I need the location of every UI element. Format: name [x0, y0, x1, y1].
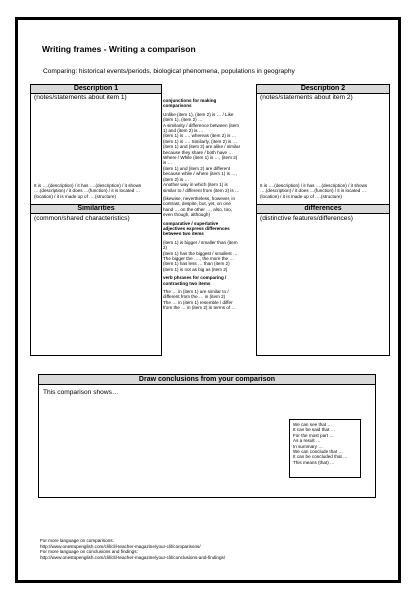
list-item: from the … in (item 2) in terms of …	[163, 305, 237, 311]
list-item: In summary …	[293, 443, 323, 449]
list-item: because they share / both have …	[163, 149, 233, 155]
list-item: It can be concluded that …	[293, 454, 348, 460]
conclusions-starter: This comparison shows…	[43, 389, 119, 396]
footer-links	[40, 538, 380, 560]
list-item: (item 1) is …, whereas (item 2) is …	[163, 133, 237, 139]
sentence-line: ….(description) / it does …(function) / it is located …	[260, 188, 367, 194]
list-item: (likewise, nevertheless, however, in	[163, 195, 236, 201]
list-item: (item 1) is …. Similarly, (item 2) is …	[163, 138, 238, 144]
comparative-heading: comparative / superlative adjectives express differences between two items	[163, 220, 230, 237]
description-2-box	[256, 84, 390, 356]
list-item: hand … on the other …, also, too,	[163, 206, 232, 212]
conclusions-box	[38, 374, 376, 498]
list-item: (item 1) is not as big as (item 2)	[163, 266, 228, 272]
list-item: We can conclude that …	[293, 449, 343, 455]
sentence-line: ….(description) / it does …(function) / it is located …	[34, 188, 141, 194]
list-item: The … in (item 1) are similar to /	[163, 289, 229, 294]
page-title: Writing frames - Writing a comparison	[42, 44, 196, 54]
list-item: because while / where (item 1) is …,	[163, 171, 238, 177]
list-item: contrast, despite, but, yet, on one	[163, 201, 231, 207]
description-2-heading: Description 2	[257, 85, 389, 94]
list-item: This means (that) …	[293, 459, 335, 465]
similarities-heading: Similarities	[31, 204, 161, 214]
list-item: (item 1) has the biggest / smallest …	[163, 250, 238, 256]
list-item: The bigger the …., the more the …	[163, 255, 234, 261]
differences-subheading: (distinctive features/differences)	[260, 215, 353, 222]
verb-phrases-heading: verb phrases for comparing / contrasting two items	[163, 275, 227, 286]
description-2-sentence-starters	[260, 183, 367, 199]
list-item: It can be said that …	[293, 427, 336, 433]
sentence-line: (location) / it is made up of ….(structure)	[260, 193, 342, 199]
footer-link[interactable]: http://www.onestopenglish.com/clil/clil-teacher-magazine/your-clil/conclusions-and-findings/	[40, 554, 226, 560]
linking-words	[163, 196, 253, 218]
list-item: Unlike (item 1), (item 2) is … / Like	[163, 111, 234, 117]
differences-heading: differences	[257, 204, 389, 214]
footer-label: For more language on conclusions and findings:	[40, 549, 138, 555]
list-item: different from the … in (item 2)	[163, 294, 226, 300]
conclusions-heading: Draw conclusions from your comparison	[39, 375, 375, 385]
description-1-subheading: (notes/statements about item 1)	[34, 94, 127, 101]
sentence-line: (location) / it is made up of ….(structure)	[34, 193, 116, 199]
sentence-line: It is ….(description) / it has ….(description) / it shows	[260, 183, 368, 188]
description-1-heading: Description 1	[31, 85, 161, 94]
conjunctions-heading: conjunctions for making comparisons	[163, 98, 217, 109]
list-item: We can see that …	[293, 422, 332, 427]
conjunctions-list	[163, 112, 253, 193]
list-item: (item 1) and (item 2) are alike / similar	[163, 144, 241, 150]
list-item: (item 1) is bigger / smaller than (item	[163, 239, 238, 245]
list-item: (item 2) is …	[163, 176, 190, 182]
list-item: For the most part …	[293, 432, 334, 438]
list-item: 2)	[163, 245, 168, 251]
list-item: even though, although)	[163, 212, 210, 218]
verb-phrases-list	[163, 289, 253, 311]
list-item: (item 1), (item 2) …	[163, 117, 203, 123]
description-2-subheading: (notes/statements about item 2)	[260, 94, 353, 101]
list-item: 1) and (item 2) is …	[163, 128, 204, 134]
conclusion-phrases-box	[289, 419, 361, 478]
list-item: (item 1) has less … than (item 2)	[163, 261, 230, 267]
list-item: (item 1) and (item 2) are different	[163, 165, 231, 171]
list-item: Where / While (item 1) is …, (item 2)	[163, 155, 238, 161]
list-item: The … in (item 1) resemble / differ	[163, 299, 233, 305]
page-subtitle: Comparing: historical events/periods, biological phenomena, populations in geography	[43, 68, 295, 75]
list-item: is …	[163, 160, 173, 166]
similarities-subheading: (common/shared characteristics)	[34, 215, 130, 222]
footer-link[interactable]: http://www.onestopenglish.com/clil/clil-teacher-magazine/your-clil/comparisons/	[40, 543, 201, 549]
list-item: As a result …	[293, 438, 321, 444]
sentence-line: It is ….(description) / it has ….(description) / it shows	[34, 183, 142, 188]
list-item: Another way in which (item 1) is	[163, 182, 228, 188]
description-1-box	[30, 84, 162, 356]
comparison-language-column	[163, 98, 253, 314]
list-item: similar to / different from (item 2) is …	[163, 187, 240, 193]
footer-label: For more language on comparisons:	[40, 538, 114, 543]
list-item: A similarity / difference between (item	[163, 122, 239, 128]
description-1-sentence-starters	[34, 183, 141, 199]
comparative-list	[163, 240, 253, 272]
